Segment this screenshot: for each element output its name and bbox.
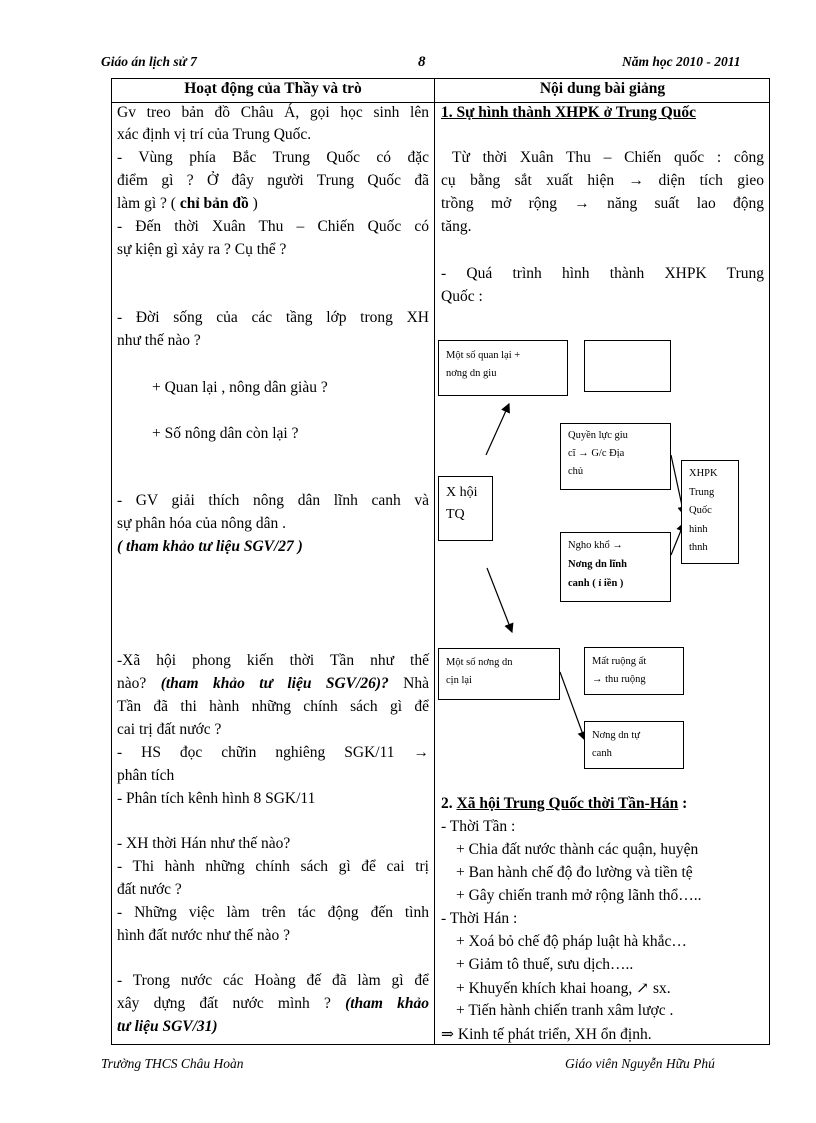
text-line: Quốc : — [441, 288, 483, 305]
reference-note: tư liệu SGV/31) — [117, 1018, 218, 1035]
text-line: + Gây chiến tranh mở rộng lãnh thổ….. — [456, 887, 702, 904]
page-number: 8 — [418, 54, 426, 70]
text-line: đất nước ? — [117, 881, 182, 898]
section-2-title — [441, 795, 687, 813]
text-line: -Xã hội phong kiến thời Tần như thế — [117, 652, 429, 669]
box-text: canh — [592, 748, 612, 759]
text-line: - Quá trình hình thành XHPK Trung — [441, 265, 764, 282]
text-line: điểm gì ? Ở đây người Trung Quốc đã — [117, 172, 429, 189]
left-column-title: Hoạt động của Thầy và trò — [184, 80, 362, 97]
text-line: phân tích — [117, 767, 175, 784]
box-text — [568, 574, 663, 593]
text-line: trồng mở rộng → năng suất lao động — [441, 195, 764, 212]
diagram-box-empty — [584, 340, 671, 392]
box-text: Quốc — [689, 505, 712, 516]
text-part: 2. — [441, 795, 457, 812]
text-line: + Xoá bỏ chế độ pháp luật hà khắc… — [456, 933, 687, 950]
text-line: + Ban hành chế độ đo lường và tiền tệ — [456, 864, 693, 881]
text-part: + Khuyến khích khai hoang, — [456, 980, 637, 997]
box-text: hình — [689, 523, 708, 535]
implies-icon: ⇒ — [441, 1026, 454, 1043]
box-text: chủ — [568, 466, 584, 477]
box-text: Ngho khổ → — [568, 540, 623, 551]
text-part: làm gì ? ( — [117, 195, 180, 212]
text-line: - Phân tích kênh hình 8 SGK/11 — [117, 790, 316, 807]
reference-note: (tham khảo tư liệu SGV/26)? — [160, 675, 389, 692]
text-line: + Chia đất nước thành các quận, huyện — [456, 841, 699, 858]
text-part: : — [678, 795, 688, 812]
text-line: Tần đã thi hành những chính sách gì để — [117, 698, 429, 715]
box-text: XHPK — [689, 468, 718, 479]
diagram-box-remaining-peasants — [438, 648, 560, 700]
box-text: Mất ruộng ất — [592, 656, 647, 667]
box-text: Một số quan lại + — [446, 350, 521, 361]
text-line: - GV giải thích nông dân lĩnh canh và — [117, 492, 429, 509]
footer-school: Trường THCS Châu Hoàn — [101, 1056, 244, 1071]
diagram-box-xhpk — [681, 460, 739, 564]
text-line: như thế nào ? — [117, 332, 201, 349]
text-part: Xã hội Trung Quốc thời Tần-Hán — [456, 795, 679, 812]
text-line: + Giảm tô thuế, sưu dịch….. — [456, 956, 634, 973]
text-line: sự phân hóa của nông dân . — [117, 515, 286, 532]
text-line: - Đời sống của các tầng lớp trong XH — [117, 309, 429, 326]
text-line: cai trị đất nước ? — [117, 721, 222, 738]
text-line: - Thời Hán : — [441, 910, 518, 927]
text-line: - Thi hành những chính sách gì để cai trị — [117, 858, 429, 875]
box-text: → thu ruộng — [592, 674, 646, 685]
box-text: Trung — [689, 486, 715, 498]
box-text: TQ — [446, 507, 465, 522]
text-line — [456, 979, 671, 998]
text-line — [441, 1025, 652, 1044]
text-line: Từ thời Xuân Thu – Chiến quốc : công — [452, 149, 764, 166]
header-year: Năm học 2010 - 2011 — [622, 54, 741, 69]
box-text: cĩ → G/c Địa — [568, 448, 625, 459]
text-part: xây dựng đất nước mình ? — [117, 995, 346, 1012]
diagram-box-lost-land — [584, 647, 684, 695]
bold-text: chỉ bản đồ — [179, 195, 249, 212]
header-subject: Giáo án lịch sử 7 — [101, 54, 197, 69]
text-line: Gv treo bản đồ Châu Á, gọi học sinh lên — [117, 104, 429, 121]
text-line: - Thời Tần : — [441, 818, 516, 835]
box-text: Nơng dn tự — [592, 730, 640, 741]
text-line: xác định vị trí của Trung Quốc. — [117, 126, 312, 143]
box-text: cịn lại — [446, 675, 472, 686]
reference-note: (tham khảo — [345, 995, 430, 1012]
box-text: Quyền lực giu — [568, 430, 628, 441]
text-line: - HS đọc chữin nghiêng SGK/11 → — [117, 744, 429, 761]
text-line: cụ bằng sắt xuất hiện → diện tích gieo — [441, 172, 764, 189]
section-1-title: 1. Sự hình thành XHPK ở Trung Quốc — [441, 104, 697, 121]
text-part: Nhà — [388, 675, 430, 692]
right-column-title: Nội dung bài giảng — [539, 80, 666, 97]
footer-teacher: Giáo viên Nguyễn Hữu Phú — [565, 1056, 715, 1071]
text-line: - Trong nước các Hoàng đế đã làm gì để — [117, 972, 429, 989]
arrow-down — [487, 568, 512, 632]
diagram-box-tenants — [560, 532, 671, 602]
text-part: Kinh tế phát triển, XH ổn định. — [454, 1026, 652, 1043]
text-part: sx. — [649, 980, 671, 997]
diagram-box-society — [438, 476, 493, 541]
text-line: + Quan lại , nông dân giàu ? — [152, 379, 328, 396]
reference-note: ( tham khảo tư liệu SGV/27 ) — [117, 538, 303, 555]
box-text: X hội — [446, 485, 478, 500]
text-line: + Tiến hành chiến tranh xâm lược . — [456, 1002, 674, 1019]
text-line: sự kiện gì xảy ra ? Cụ thể ? — [117, 241, 287, 258]
text-line: - XH thời Hán như thế nào? — [117, 835, 291, 852]
up-arrow-icon: ↗ — [636, 980, 650, 997]
box-text: Nơng dn lĩnh — [568, 559, 627, 570]
box-text: Một số nơng dn — [446, 657, 513, 668]
text-line: - Những việc làm trên tác động đến tình — [117, 904, 429, 921]
text-line: + Số nông dân còn lại ? — [152, 425, 299, 442]
diagram-box-officials — [438, 340, 568, 396]
arrow-to-tu-canh — [560, 672, 585, 740]
box-text: canh ( ỉ iền ) — [568, 578, 624, 589]
text-line: - Đến thời Xuân Thu – Chiến Quốc có — [117, 218, 429, 235]
text-line: tăng. — [441, 218, 472, 235]
box-text: thnh — [689, 542, 708, 553]
diagram-box-self-farming — [584, 721, 684, 769]
arrow-up — [486, 404, 509, 455]
text-line: - Vùng phía Bắc Trung Quốc có đặc — [117, 149, 429, 166]
text-part: nào? — [117, 675, 161, 692]
diagram-box-landlords — [560, 423, 671, 490]
text-part: ) — [248, 195, 258, 212]
box-text: nơng dn giu — [446, 368, 497, 379]
text-line: hình đất nước như thế nào ? — [117, 927, 291, 944]
